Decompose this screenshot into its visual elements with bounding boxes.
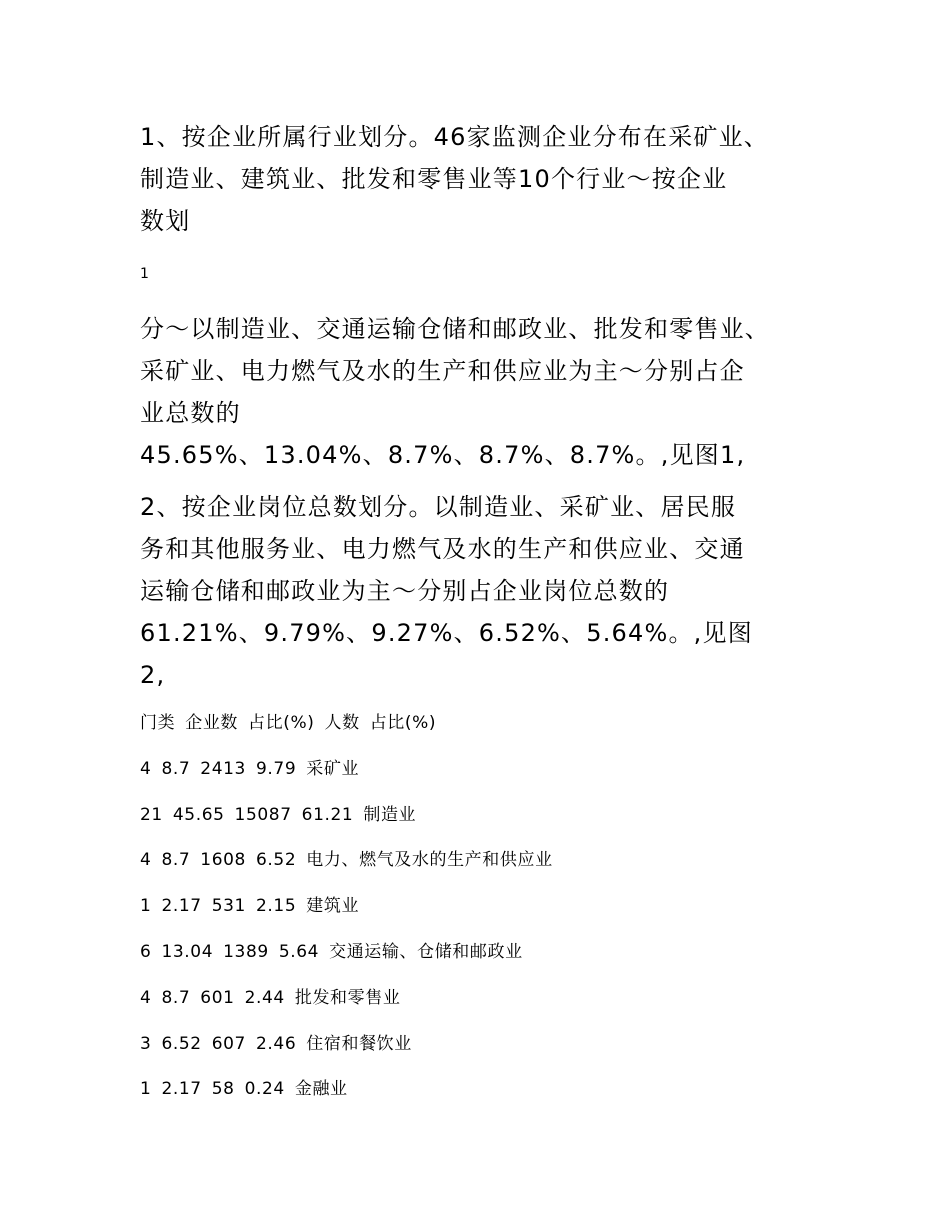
text-line: 61.21%、9.79%、9.27%、6.52%、5.64%。,见图	[140, 619, 753, 647]
table-row	[140, 987, 840, 1009]
table-cell: 607	[211, 1033, 246, 1054]
table-cell: 采矿业	[306, 758, 360, 779]
table-row	[140, 895, 840, 917]
table-header-cell: 企业数	[185, 713, 239, 733]
table-cell: 8.7	[161, 987, 191, 1008]
table-row	[140, 941, 840, 963]
table-cell: 2413	[200, 758, 246, 779]
table-cell: 8.7	[161, 758, 191, 779]
table-cell: 2.44	[244, 987, 285, 1008]
table-cell: 2.17	[161, 1079, 202, 1100]
table-header-cell: 占比(%)	[248, 713, 315, 733]
table-cell: 电力、燃气及水的生产和供应业	[306, 850, 553, 871]
table-cell: 9.79	[255, 758, 297, 779]
table-cell: 6	[140, 941, 152, 962]
table-cell: 交通运输、仓储和邮政业	[329, 941, 523, 962]
table-cell: 4	[140, 987, 152, 1008]
table-cell: 601	[200, 987, 235, 1008]
table-cell: 4	[140, 758, 152, 779]
table-row	[140, 1078, 840, 1100]
table-cell: 6.52	[161, 1033, 202, 1054]
table-cell: 住宿和餐饮业	[306, 1033, 412, 1054]
table-cell: 1	[140, 1079, 152, 1100]
table-cell: 2.17	[161, 896, 202, 917]
table-cell: 45.65	[172, 804, 225, 825]
text-line: 制造业、建筑业、批发和零售业等10个行业～按企业	[140, 165, 728, 193]
table-header-cell: 门类	[140, 713, 176, 733]
table-row	[140, 804, 840, 826]
table-cell: 15087	[234, 804, 292, 825]
table-cell: 1389	[223, 941, 269, 962]
table-row	[140, 758, 840, 780]
text-line: 采矿业、电力燃气及水的生产和供应业为主～分别占企	[140, 357, 745, 385]
text-line: 数划	[140, 207, 191, 235]
table-cell: 2.15	[255, 896, 297, 917]
table-header-cell: 占比(%)	[369, 713, 437, 733]
text-line: 分～以制造业、交通运输仓储和邮政业、批发和零售业、	[140, 315, 770, 343]
table-cell: 1	[140, 896, 152, 917]
table-cell: 1608	[200, 850, 246, 871]
table-header-row	[140, 712, 840, 734]
table-cell: 531	[211, 896, 246, 917]
table-cell: 8.7	[161, 850, 191, 871]
table-cell: 0.24	[244, 1079, 285, 1100]
table-header-cell: 人数	[324, 713, 360, 733]
paragraph-industry-shares	[140, 308, 840, 476]
industry-table	[140, 712, 840, 1100]
table-row	[140, 1033, 840, 1055]
table-cell: 4	[140, 850, 152, 871]
text-line: 45.65%、13.04%、8.7%、8.7%、8.7%。,见图1,	[140, 441, 746, 469]
text-line: 务和其他服务业、电力燃气及水的生产和供应业、交通	[140, 535, 745, 563]
table-cell: 13.04	[161, 941, 214, 962]
text-line: 2,	[140, 661, 166, 689]
table-cell: 3	[140, 1033, 152, 1054]
paragraph-job-division	[140, 486, 840, 696]
table-cell: 5.64	[278, 941, 320, 962]
text-line: 2、按企业岗位总数划分。以制造业、采矿业、居民服	[140, 493, 737, 521]
table-cell: 58	[211, 1079, 235, 1100]
table-cell: 批发和零售业	[294, 987, 401, 1008]
text-line: 1、按企业所属行业划分。46家监测企业分布在采矿业、	[140, 123, 770, 151]
table-row	[140, 849, 840, 871]
table-cell: 21	[140, 804, 163, 825]
paragraph-industry-division	[140, 116, 840, 242]
document-page	[140, 116, 840, 1124]
table-cell: 建筑业	[306, 896, 360, 917]
table-cell: 制造业	[363, 804, 417, 825]
table-cell: 61.21	[301, 804, 354, 825]
text-line: 业总数的	[140, 399, 241, 427]
table-cell: 2.46	[255, 1033, 297, 1054]
table-cell: 金融业	[294, 1079, 348, 1100]
page-number: 1	[140, 266, 149, 282]
table-cell: 6.52	[255, 850, 297, 871]
text-line: 运输仓储和邮政业为主～分别占企业岗位总数的	[140, 577, 670, 605]
